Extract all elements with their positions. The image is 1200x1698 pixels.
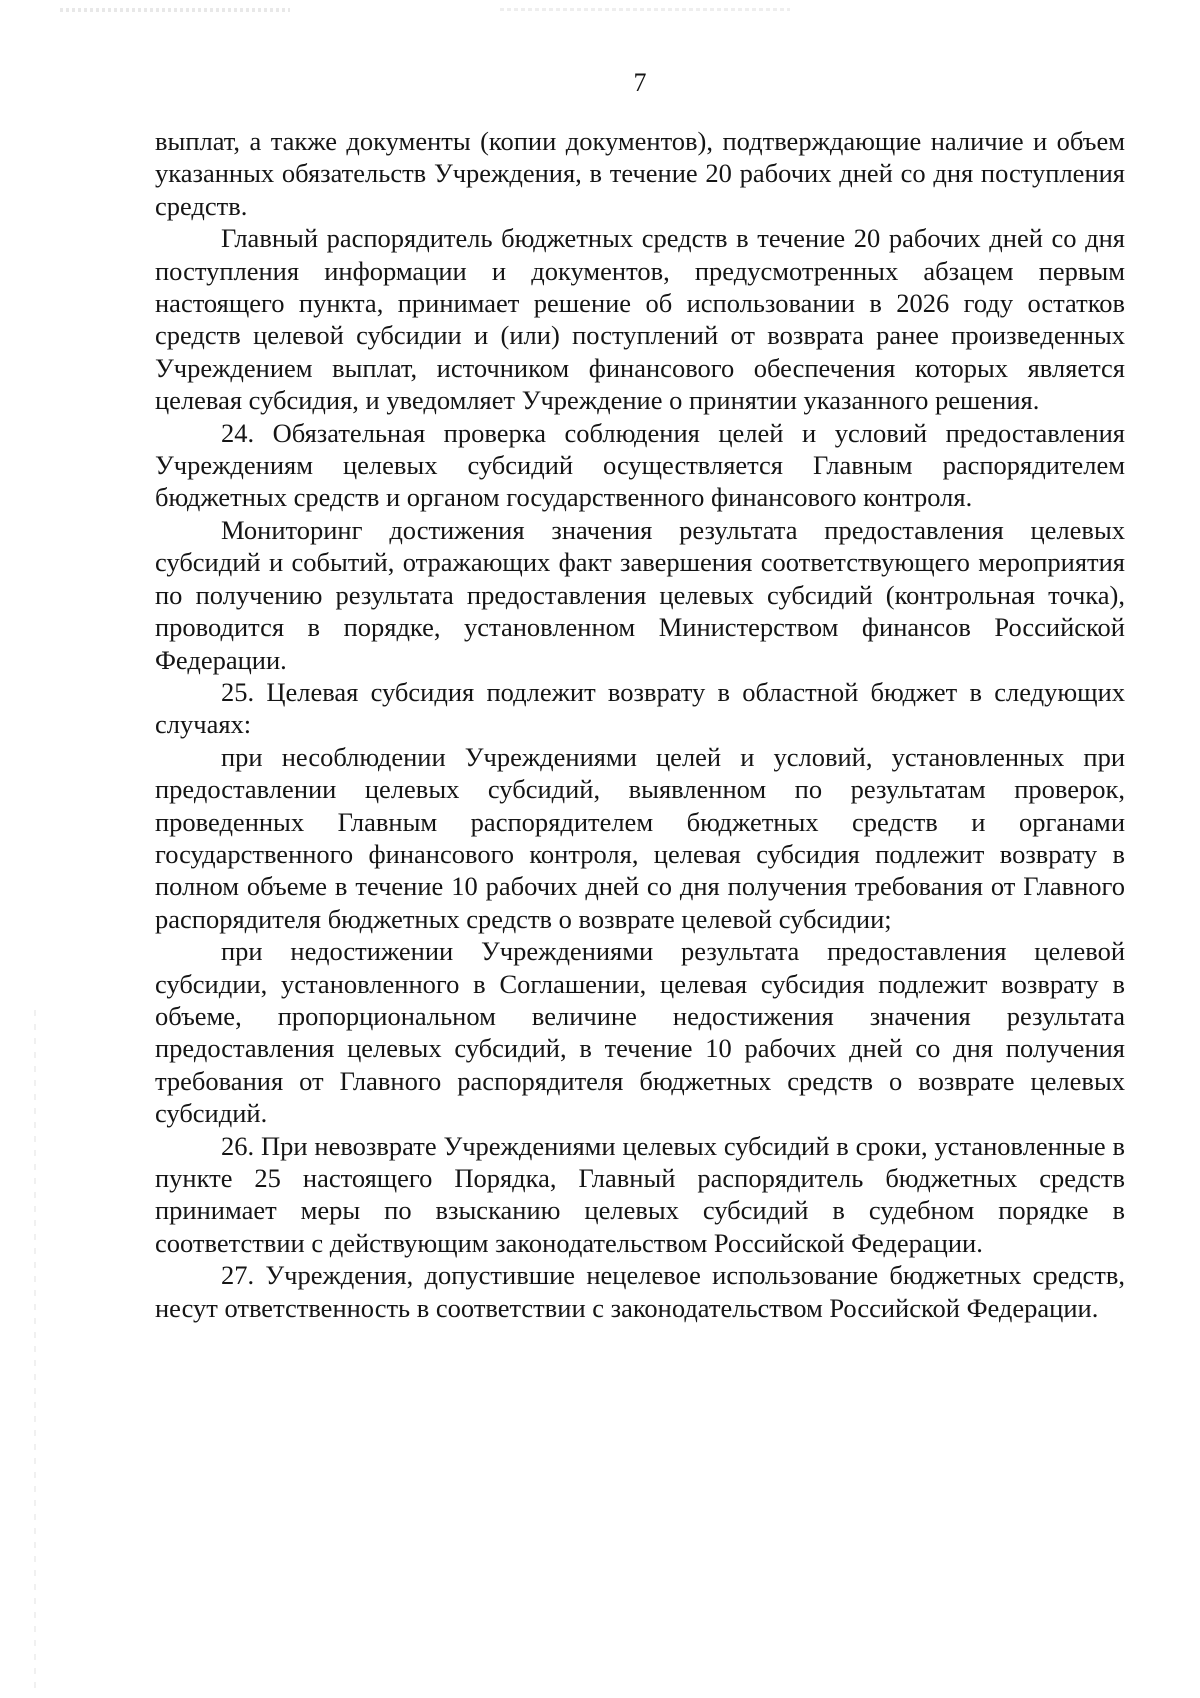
scan-artifact: [60, 8, 290, 12]
paragraph: при недостижении Учреждениями результата предоставления целевой субсидии, установленного в Соглашении, целевая субсидия подлежит возврату в объеме, пропорциональном величине недостижения значения результата предоставления целевых субсидий, в течение 10 рабочих дней со дня получения требования от Главного распорядителя бюджетных средств о возврате целевых субсидий.: [155, 936, 1125, 1129]
paragraph: 26. При невозврате Учреждениями целевых субсидий в сроки, установленные в пункте 25 настоящего Порядка, Главный распорядитель бюджетных средств принимает меры по взысканию целевых субсидий в судебном порядке в соответствии с действующим законодательством Российской Федерации.: [155, 1130, 1125, 1258]
paragraph: выплат, а также документы (копии документов), подтверждающие наличие и объем указанных обязательств Учреждения, в течение 20 рабочих дней со дня поступления средств.: [155, 126, 1125, 221]
scan-artifact: [34, 1010, 36, 1690]
document-body: [155, 125, 1125, 1324]
scan-artifact: [500, 8, 790, 11]
paragraph: 27. Учреждения, допустившие нецелевое использование бюджетных средств, несут ответственность в соответствии с законодательством Российской Федерации.: [155, 1260, 1125, 1323]
paragraph: при несоблюдении Учреждениями целей и условий, установленных при предоставлении целевых субсидий, выявленном по результатам проверок, проведенных Главным распорядителем бюджетных средств и органами государственного финансового контроля, целевая субсидия подлежит возврату в полном объеме в течение 10 рабочих дней со дня получения требования от Главного распорядителя бюджетных средств о возврате целевой субсидии;: [155, 741, 1125, 934]
paragraph: 25. Целевая субсидия подлежит возврату в областной бюджет в следующих случаях:: [155, 676, 1125, 740]
page-number: 7: [633, 68, 647, 97]
paragraph: Главный распорядитель бюджетных средств в течение 20 рабочих дней со дня поступления информации и документов, предусмотренных абзацем первым настоящего пункта, принимает решение об использовании в 2026 году остатков средств целевой субсидии и (или) поступлений от возврата ранее произведенных Учреждением выплат, источником финансового обеспечения которых является целевая субсидия, и уведомляет Учреждение о принятии указанного решения.: [155, 223, 1125, 416]
paragraph: Мониторинг достижения значения результата предоставления целевых субсидий и событий, отражающих факт завершения соответствующего мероприятия по получению результата предоставления целевых субсидий (контрольная точка), проводится в порядке, установленном Министерством финансов Российской Федерации.: [155, 514, 1125, 675]
paragraph: 24. Обязательная проверка соблюдения целей и условий предоставления Учреждениям целевых субсидий осуществляется Главным распорядителем бюджетных средств и органом государственного финансового контроля.: [155, 417, 1125, 513]
